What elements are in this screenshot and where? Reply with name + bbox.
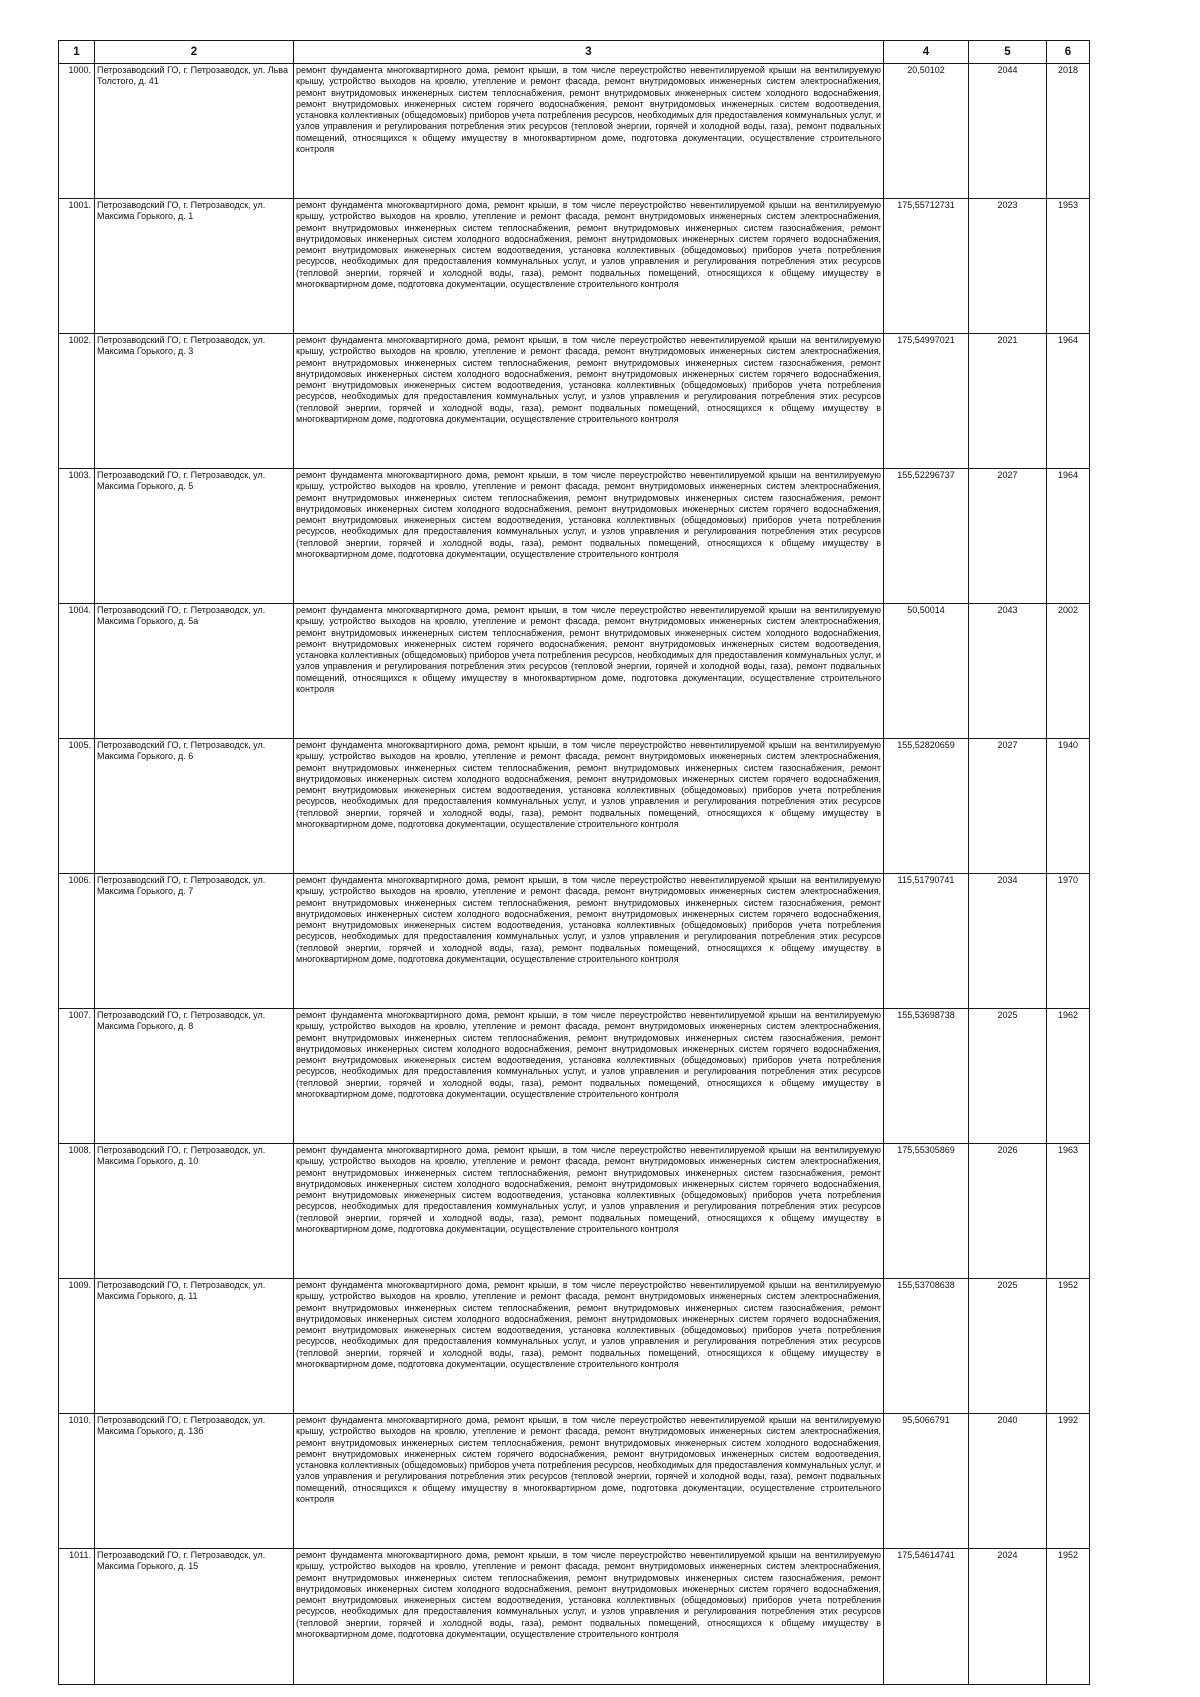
value-cell: 155,52296737 — [884, 469, 969, 604]
year-built-cell: 1953 — [1047, 199, 1090, 334]
value-cell: 175,54997021 — [884, 334, 969, 469]
value-cell: 175,55305869 — [884, 1144, 969, 1279]
value-cell: 155,53698738 — [884, 1009, 969, 1144]
table-body — [59, 64, 1090, 1685]
year-built-cell: 1962 — [1047, 1009, 1090, 1144]
year-planned-cell: 2027 — [969, 469, 1047, 604]
value-cell: 95,5066791 — [884, 1414, 969, 1549]
works-description: ремонт фундамента многоквартирного дома, ремонт крыши, в том числе переустройство невентилируемой крыши на вентилируемую крышу, устройство выходов на кровлю, утепление и ремонт фасада, ремонт внутридомовых инженерных систем электроснабжения, ремонт внутридомовых инженерных систем теплоснабжения, ремонт внутридомовых инженерных систем газоснабжения, ремонт внутридомовых инженерных систем холодного водоснабжения, ремонт внутридомовых инженерных систем горячего водоснабжения, ремонт внутридомовых инженерных систем водоотведения, установка коллективных (общедомовых) приборов учета потребления ресурсов, необходимых для предоставления коммунальных услуг, и узлов управления и регулирования потребления этих ресурсов (тепловой энергии, горячей и холодной воды, газа), ремонт подвальных помещений, относящихся к общему имуществу в многоквартирном доме, подготовка документации, осуществление строительного контроля — [294, 1279, 884, 1414]
year-planned-cell: 2027 — [969, 739, 1047, 874]
works-description: ремонт фундамента многоквартирного дома, ремонт крыши, в том числе переустройство невентилируемой крыши на вентилируемую крышу, устройство выходов на кровлю, утепление и ремонт фасада, ремонт внутридомовых инженерных систем электроснабжения, ремонт внутридомовых инженерных систем теплоснабжения, ремонт внутридомовых инженерных систем газоснабжения, ремонт внутридомовых инженерных систем холодного водоснабжения, ремонт внутридомовых инженерных систем горячего водоснабжения, ремонт внутридомовых инженерных систем водоотведения, установка коллективных (общедомовых) приборов учета потребления ресурсов, необходимых для предоставления коммунальных услуг, и узлов управления и регулирования потребления этих ресурсов (тепловой энергии, горячей и холодной воды, газа), ремонт подвальных помещений, относящихся к общему имуществу в многоквартирном доме, подготовка документации, осуществление строительного контроля — [294, 1144, 884, 1279]
table-row — [59, 469, 1090, 604]
row-number: 1011. — [59, 1549, 95, 1685]
value-cell: 115,51790741 — [884, 874, 969, 1009]
value-cell: 155,53708638 — [884, 1279, 969, 1414]
year-built-cell: 1964 — [1047, 334, 1090, 469]
row-number: 1003. — [59, 469, 95, 604]
works-description: ремонт фундамента многоквартирного дома, ремонт крыши, в том числе переустройство невентилируемой крыши на вентилируемую крышу, устройство выходов на кровлю, утепление и ремонт фасада, ремонт внутридомовых инженерных систем электроснабжения, ремонт внутридомовых инженерных систем теплоснабжения, ремонт внутридомовых инженерных систем холодного водоснабжения, ремонт внутридомовых инженерных систем горячего водоснабжения, ремонт внутридомовых инженерных систем водоотведения, установка коллективных (общедомовых) приборов учета потребления ресурсов, необходимых для предоставления коммунальных услуг, и узлов управления и регулирования потребления этих ресурсов (тепловой энергии, горячей и холодной воды, газа), ремонт подвальных помещений, относящихся к общему имуществу в многоквартирном доме, подготовка документации, осуществление строительного контроля — [294, 604, 884, 739]
table-row — [59, 334, 1090, 469]
table-row — [59, 64, 1090, 199]
header-col-4: 4 — [884, 41, 969, 64]
table-row — [59, 1549, 1090, 1685]
value-cell: 175,55712731 — [884, 199, 969, 334]
works-description: ремонт фундамента многоквартирного дома, ремонт крыши, в том числе переустройство невентилируемой крыши на вентилируемую крышу, устройство выходов на кровлю, утепление и ремонт фасада, ремонт внутридомовых инженерных систем электроснабжения, ремонт внутридомовых инженерных систем теплоснабжения, ремонт внутридомовых инженерных систем холодного водоснабжения, ремонт внутридомовых инженерных систем горячего водоснабжения, ремонт внутридомовых инженерных систем водоотведения, установка коллективных (общедомовых) приборов учета потребления ресурсов, необходимых для предоставления коммунальных услуг, и узлов управления и регулирования потребления этих ресурсов (тепловой энергии, горячей и холодной воды, газа), ремонт подвальных помещений, относящихся к общему имуществу в многоквартирном доме, подготовка документации, осуществление строительного контроля — [294, 1414, 884, 1549]
works-description: ремонт фундамента многоквартирного дома, ремонт крыши, в том числе переустройство невентилируемой крыши на вентилируемую крышу, устройство выходов на кровлю, утепление и ремонт фасада, ремонт внутридомовых инженерных систем электроснабжения, ремонт внутридомовых инженерных систем теплоснабжения, ремонт внутридомовых инженерных систем газоснабжения, ремонт внутридомовых инженерных систем холодного водоснабжения, ремонт внутридомовых инженерных систем горячего водоснабжения, ремонт внутридомовых инженерных систем водоотведения, установка коллективных (общедомовых) приборов учета потребления ресурсов, необходимых для предоставления коммунальных услуг, и узлов управления и регулирования потребления этих ресурсов (тепловой энергии, горячей и холодной воды, газа), ремонт подвальных помещений, относящихся к общему имуществу в многоквартирном доме, подготовка документации, осуществление строительного контроля — [294, 199, 884, 334]
row-number: 1005. — [59, 739, 95, 874]
year-built-cell: 2018 — [1047, 64, 1090, 199]
works-description: ремонт фундамента многоквартирного дома, ремонт крыши, в том числе переустройство невентилируемой крыши на вентилируемую крышу, устройство выходов на кровлю, утепление и ремонт фасада, ремонт внутридомовых инженерных систем электроснабжения, ремонт внутридомовых инженерных систем теплоснабжения, ремонт внутридомовых инженерных систем газоснабжения, ремонт внутридомовых инженерных систем холодного водоснабжения, ремонт внутридомовых инженерных систем горячего водоснабжения, ремонт внутридомовых инженерных систем водоотведения, установка коллективных (общедомовых) приборов учета потребления ресурсов, необходимых для предоставления коммунальных услуг, и узлов управления и регулирования потребления этих ресурсов (тепловой энергии, горячей и холодной воды, газа), ремонт подвальных помещений, относящихся к общему имуществу в многоквартирном доме, подготовка документации, осуществление строительного контроля — [294, 1009, 884, 1144]
header-col-3: 3 — [294, 41, 884, 64]
header-col-2: 2 — [95, 41, 294, 64]
year-planned-cell: 2034 — [969, 874, 1047, 1009]
year-planned-cell: 2021 — [969, 334, 1047, 469]
address-cell: Петрозаводский ГО, г. Петрозаводск, ул. Максима Горького, д. 8 — [95, 1009, 294, 1144]
table-row — [59, 604, 1090, 739]
address-cell: Петрозаводский ГО, г. Петрозаводск, ул. Максима Горького, д. 11 — [95, 1279, 294, 1414]
header-row — [59, 41, 1090, 64]
year-planned-cell: 2023 — [969, 199, 1047, 334]
year-planned-cell: 2043 — [969, 604, 1047, 739]
table-header — [59, 41, 1090, 64]
year-planned-cell: 2040 — [969, 1414, 1047, 1549]
year-built-cell: 1952 — [1047, 1279, 1090, 1414]
year-built-cell: 1940 — [1047, 739, 1090, 874]
row-number: 1006. — [59, 874, 95, 1009]
row-number: 1008. — [59, 1144, 95, 1279]
document-page — [58, 40, 1089, 1685]
year-planned-cell: 2026 — [969, 1144, 1047, 1279]
table-row — [59, 1414, 1090, 1549]
address-cell: Петрозаводский ГО, г. Петрозаводск, ул. Максима Горького, д. 10 — [95, 1144, 294, 1279]
year-built-cell: 2002 — [1047, 604, 1090, 739]
register-table — [58, 40, 1090, 1685]
year-built-cell: 1952 — [1047, 1549, 1090, 1685]
address-cell: Петрозаводский ГО, г. Петрозаводск, ул. Максима Горького, д. 3 — [95, 334, 294, 469]
value-cell: 50,50014 — [884, 604, 969, 739]
year-built-cell: 1992 — [1047, 1414, 1090, 1549]
year-built-cell: 1964 — [1047, 469, 1090, 604]
table-row — [59, 1144, 1090, 1279]
year-built-cell: 1970 — [1047, 874, 1090, 1009]
address-cell: Петрозаводский ГО, г. Петрозаводск, ул. Максима Горького, д. 1 — [95, 199, 294, 334]
year-planned-cell: 2024 — [969, 1549, 1047, 1685]
address-cell: Петрозаводский ГО, г. Петрозаводск, ул. Льва Толстого, д. 41 — [95, 64, 294, 199]
works-description: ремонт фундамента многоквартирного дома, ремонт крыши, в том числе переустройство невентилируемой крыши на вентилируемую крышу, устройство выходов на кровлю, утепление и ремонт фасада, ремонт внутридомовых инженерных систем электроснабжения, ремонт внутридомовых инженерных систем теплоснабжения, ремонт внутридомовых инженерных систем газоснабжения, ремонт внутридомовых инженерных систем холодного водоснабжения, ремонт внутридомовых инженерных систем горячего водоснабжения, ремонт внутридомовых инженерных систем водоотведения, установка коллективных (общедомовых) приборов учета потребления ресурсов, необходимых для предоставления коммунальных услуг, и узлов управления и регулирования потребления этих ресурсов (тепловой энергии, горячей и холодной воды, газа), ремонт подвальных помещений, относящихся к общему имуществу в многоквартирном доме, подготовка документации, осуществление строительного контроля — [294, 1549, 884, 1685]
header-col-1: 1 — [59, 41, 95, 64]
value-cell: 155,52820659 — [884, 739, 969, 874]
header-col-5: 5 — [969, 41, 1047, 64]
address-cell: Петрозаводский ГО, г. Петрозаводск, ул. Максима Горького, д. 15 — [95, 1549, 294, 1685]
table-row — [59, 739, 1090, 874]
address-cell: Петрозаводский ГО, г. Петрозаводск, ул. Максима Горького, д. 6 — [95, 739, 294, 874]
row-number: 1000. — [59, 64, 95, 199]
year-planned-cell: 2044 — [969, 64, 1047, 199]
row-number: 1010. — [59, 1414, 95, 1549]
works-description: ремонт фундамента многоквартирного дома, ремонт крыши, в том числе переустройство невентилируемой крыши на вентилируемую крышу, устройство выходов на кровлю, утепление и ремонт фасада, ремонт внутридомовых инженерных систем электроснабжения, ремонт внутридомовых инженерных систем теплоснабжения, ремонт внутридомовых инженерных систем газоснабжения, ремонт внутридомовых инженерных систем холодного водоснабжения, ремонт внутридомовых инженерных систем горячего водоснабжения, ремонт внутридомовых инженерных систем водоотведения, установка коллективных (общедомовых) приборов учета потребления ресурсов, необходимых для предоставления коммунальных услуг, и узлов управления и регулирования потребления этих ресурсов (тепловой энергии, горячей и холодной воды, газа), ремонт подвальных помещений, относящихся к общему имуществу в многоквартирном доме, подготовка документации, осуществление строительного контроля — [294, 739, 884, 874]
row-number: 1004. — [59, 604, 95, 739]
table-row — [59, 874, 1090, 1009]
row-number: 1007. — [59, 1009, 95, 1144]
address-cell: Петрозаводский ГО, г. Петрозаводск, ул. Максима Горького, д. 13б — [95, 1414, 294, 1549]
year-planned-cell: 2025 — [969, 1279, 1047, 1414]
row-number: 1009. — [59, 1279, 95, 1414]
works-description: ремонт фундамента многоквартирного дома, ремонт крыши, в том числе переустройство невентилируемой крыши на вентилируемую крышу, устройство выходов на кровлю, утепление и ремонт фасада, ремонт внутридомовых инженерных систем электроснабжения, ремонт внутридомовых инженерных систем теплоснабжения, ремонт внутридомовых инженерных систем холодного водоснабжения, ремонт внутридомовых инженерных систем горячего водоснабжения, ремонт внутридомовых инженерных систем водоотведения, установка коллективных (общедомовых) приборов учета потребления ресурсов, необходимых для предоставления коммунальных услуг, и узлов управления и регулирования потребления этих ресурсов (тепловой энергии, горячей и холодной воды, газа), ремонт подвальных помещений, относящихся к общему имуществу в многоквартирном доме, подготовка документации, осуществление строительного контроля — [294, 64, 884, 199]
value-cell: 20,50102 — [884, 64, 969, 199]
address-cell: Петрозаводский ГО, г. Петрозаводск, ул. Максима Горького, д. 5а — [95, 604, 294, 739]
header-col-6: 6 — [1047, 41, 1090, 64]
address-cell: Петрозаводский ГО, г. Петрозаводск, ул. Максима Горького, д. 7 — [95, 874, 294, 1009]
works-description: ремонт фундамента многоквартирного дома, ремонт крыши, в том числе переустройство невентилируемой крыши на вентилируемую крышу, устройство выходов на кровлю, утепление и ремонт фасада, ремонт внутридомовых инженерных систем электроснабжения, ремонт внутридомовых инженерных систем теплоснабжения, ремонт внутридомовых инженерных систем газоснабжения, ремонт внутридомовых инженерных систем холодного водоснабжения, ремонт внутридомовых инженерных систем горячего водоснабжения, ремонт внутридомовых инженерных систем водоотведения, установка коллективных (общедомовых) приборов учета потребления ресурсов, необходимых для предоставления коммунальных услуг, и узлов управления и регулирования потребления этих ресурсов (тепловой энергии, горячей и холодной воды, газа), ремонт подвальных помещений, относящихся к общему имуществу в многоквартирном доме, подготовка документации, осуществление строительного контроля — [294, 334, 884, 469]
year-planned-cell: 2025 — [969, 1009, 1047, 1144]
year-built-cell: 1963 — [1047, 1144, 1090, 1279]
table-row — [59, 199, 1090, 334]
row-number: 1002. — [59, 334, 95, 469]
works-description: ремонт фундамента многоквартирного дома, ремонт крыши, в том числе переустройство невентилируемой крыши на вентилируемую крышу, устройство выходов на кровлю, утепление и ремонт фасада, ремонт внутридомовых инженерных систем электроснабжения, ремонт внутридомовых инженерных систем теплоснабжения, ремонт внутридомовых инженерных систем газоснабжения, ремонт внутридомовых инженерных систем холодного водоснабжения, ремонт внутридомовых инженерных систем горячего водоснабжения, ремонт внутридомовых инженерных систем водоотведения, установка коллективных (общедомовых) приборов учета потребления ресурсов, необходимых для предоставления коммунальных услуг, и узлов управления и регулирования потребления этих ресурсов (тепловой энергии, горячей и холодной воды, газа), ремонт подвальных помещений, относящихся к общему имуществу в многоквартирном доме, подготовка документации, осуществление строительного контроля — [294, 469, 884, 604]
table-row — [59, 1009, 1090, 1144]
row-number: 1001. — [59, 199, 95, 334]
table-row — [59, 1279, 1090, 1414]
value-cell: 175,54614741 — [884, 1549, 969, 1685]
address-cell: Петрозаводский ГО, г. Петрозаводск, ул. Максима Горького, д. 5 — [95, 469, 294, 604]
works-description: ремонт фундамента многоквартирного дома, ремонт крыши, в том числе переустройство невентилируемой крыши на вентилируемую крышу, устройство выходов на кровлю, утепление и ремонт фасада, ремонт внутридомовых инженерных систем электроснабжения, ремонт внутридомовых инженерных систем теплоснабжения, ремонт внутридомовых инженерных систем газоснабжения, ремонт внутридомовых инженерных систем холодного водоснабжения, ремонт внутридомовых инженерных систем горячего водоснабжения, ремонт внутридомовых инженерных систем водоотведения, установка коллективных (общедомовых) приборов учета потребления ресурсов, необходимых для предоставления коммунальных услуг, и узлов управления и регулирования потребления этих ресурсов (тепловой энергии, горячей и холодной воды, газа), ремонт подвальных помещений, относящихся к общему имуществу в многоквартирном доме, подготовка документации, осуществление строительного контроля — [294, 874, 884, 1009]
